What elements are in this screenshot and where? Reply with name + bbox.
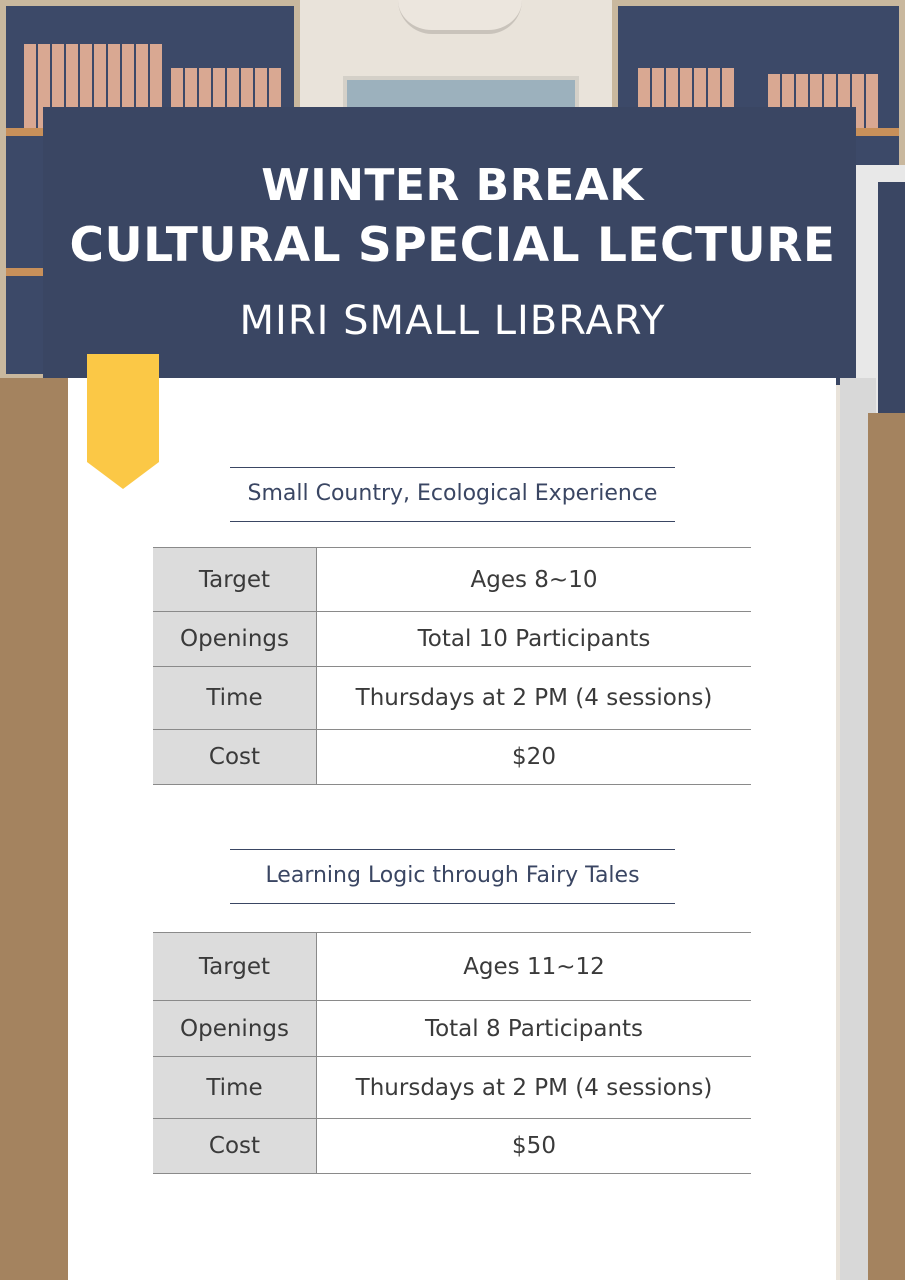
- row-value: $50: [317, 1119, 752, 1174]
- title-line-2: CULTURAL SPECIAL LECTURE: [69, 218, 836, 273]
- row-label: Openings: [153, 612, 317, 667]
- table-row: [153, 730, 751, 785]
- table-row: [153, 667, 751, 730]
- book-cover-right: [868, 413, 905, 1280]
- table-row: [153, 1057, 751, 1119]
- lecture-1-table: [153, 547, 751, 785]
- row-value: Thursdays at 2 PM (4 sessions): [317, 667, 752, 730]
- row-value: Ages 8~10: [317, 548, 752, 612]
- row-label: Cost: [153, 730, 317, 785]
- row-value: $20: [317, 730, 752, 785]
- row-value: Total 8 Participants: [317, 1001, 752, 1057]
- row-label: Openings: [153, 1001, 317, 1057]
- lecture-2-table: [153, 932, 751, 1174]
- book-cover-left: [0, 378, 70, 1280]
- book-stack-right-dark: [878, 182, 905, 417]
- lecture-1-title: Small Country, Ecological Experience: [230, 467, 675, 522]
- row-value: Thursdays at 2 PM (4 sessions): [317, 1057, 752, 1119]
- title-line-1: WINTER BREAK: [261, 160, 644, 211]
- row-label: Time: [153, 667, 317, 730]
- table-row: [153, 1119, 751, 1174]
- table-row: [153, 612, 751, 667]
- row-label: Time: [153, 1057, 317, 1119]
- ceiling-lamp: [398, 0, 522, 34]
- lecture-2-title: Learning Logic through Fairy Tales: [230, 849, 675, 904]
- table-row: [153, 1001, 751, 1057]
- bookmark-icon: [87, 354, 159, 489]
- row-label: Target: [153, 933, 317, 1001]
- library-name: MIRI SMALL LIBRARY: [239, 298, 666, 344]
- row-value: Total 10 Participants: [317, 612, 752, 667]
- table-row: [153, 933, 751, 1001]
- table-row: [153, 548, 751, 612]
- row-value: Ages 11~12: [317, 933, 752, 1001]
- row-label: Cost: [153, 1119, 317, 1174]
- row-label: Target: [153, 548, 317, 612]
